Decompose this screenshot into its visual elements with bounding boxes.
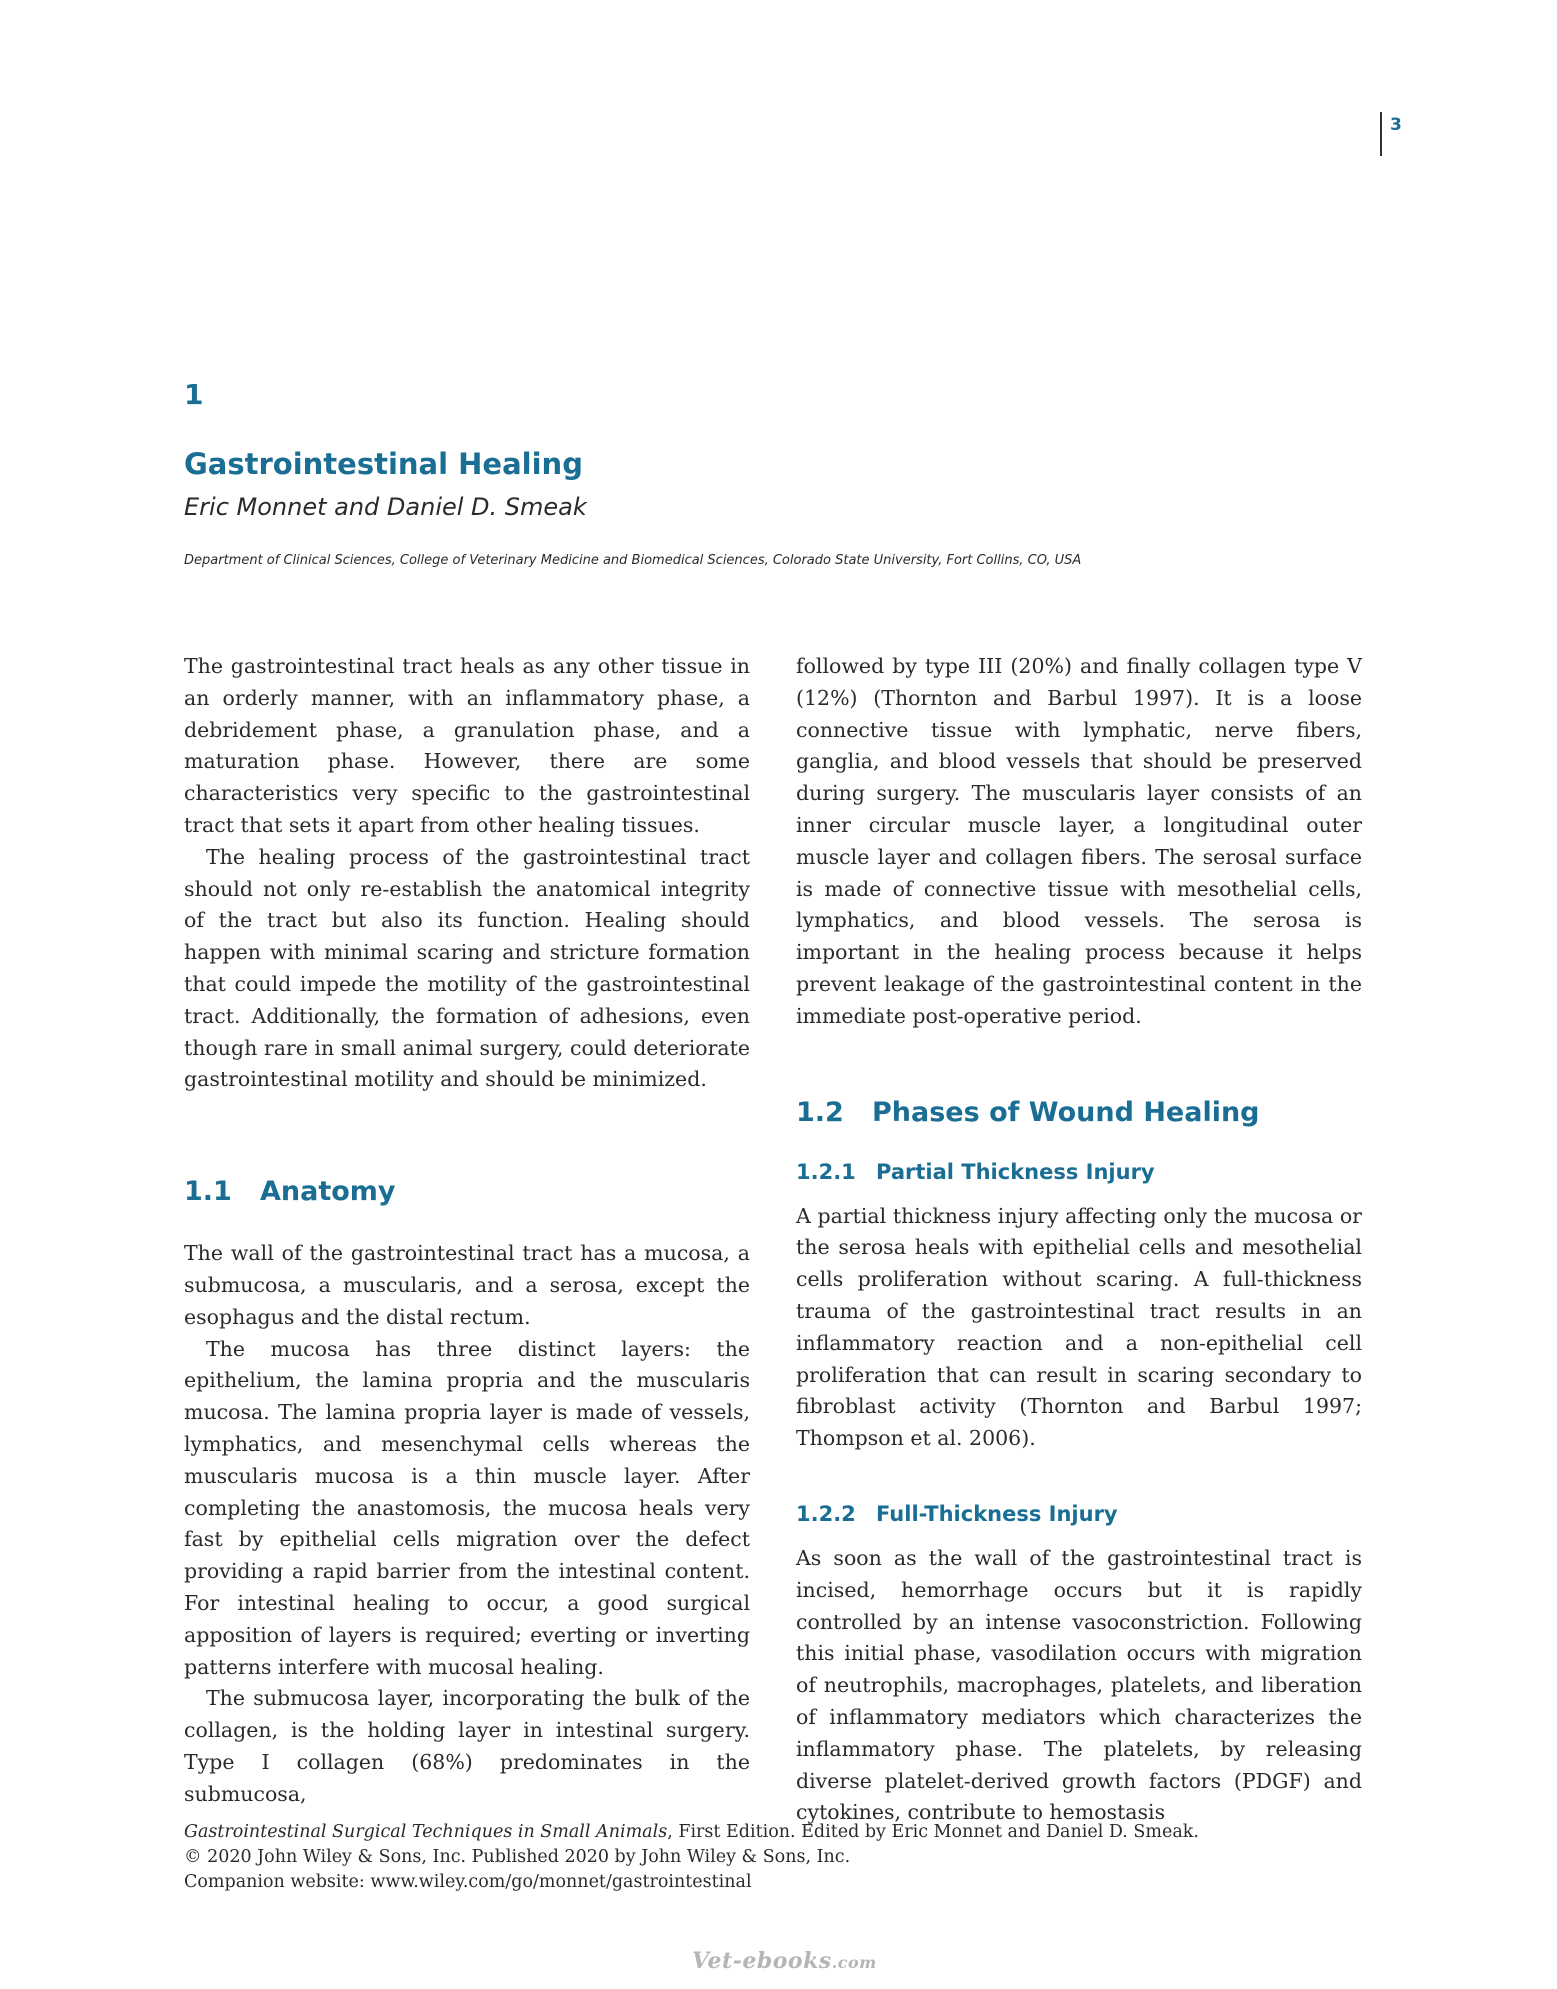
intro-paragraph-1: The gastrointestinal tract heals as any other tissue in an orderly manner, with an inflammatory phase, a debridement phase, a granulation phase, and a maturation phase. However, there are some characteristics very specific to the gastrointestinal tract that sets it apart from other healing tissues. xyxy=(184,654,750,837)
subsection-number: 1.2.2 xyxy=(796,1501,856,1526)
section-heading-phases xyxy=(796,1095,1362,1131)
page-number: 3 xyxy=(1380,112,1402,156)
section-title: Phases of Wound Healing xyxy=(872,1096,1260,1128)
section-heading-anatomy xyxy=(184,1174,750,1210)
footer-companion-website: Companion website: www.wiley.com/go/monnet/gastrointestinal xyxy=(184,1872,752,1892)
footer-citation xyxy=(184,1820,1199,1895)
book-title: Gastrointestinal Surgical Techniques in Small Animals xyxy=(184,1822,668,1842)
subsection-title: Partial Thickness Injury xyxy=(876,1159,1155,1184)
subsection-number: 1.2.1 xyxy=(796,1159,856,1184)
right-column xyxy=(796,651,1362,1829)
section-title: Anatomy xyxy=(260,1176,396,1208)
subsection-heading-full-thickness xyxy=(796,1499,1362,1529)
chapter-authors: Eric Monnet and Daniel D. Smeak xyxy=(184,493,587,521)
author-affiliation: Department of Clinical Sciences, College of Veterinary Medicine and Biomedical Sciences, Colorado State University, Fort Collins, CO, USA xyxy=(184,553,1082,568)
chapter-number: 1 xyxy=(184,378,204,411)
subsection-title: Full-Thickness Injury xyxy=(876,1501,1118,1526)
intro-paragraph-2: The healing process of the gastrointestinal tract should not only re-establish the anatomical integrity of the tract but also its function. Healing should happen with minimal scaring and stricture formation that could impede the motility of the gastrointestinal tract. Additionally, the formation of adhesions, even though rare in small animal surgery, could deteriorate gastrointestinal motility and should be minimized. xyxy=(184,844,750,1092)
watermark-domain: .com xyxy=(831,1953,877,1972)
chapter-title: Gastrointestinal Healing xyxy=(184,447,583,481)
anatomy-paragraph-3: The submucosa layer, incorporating the bulk of the collagen, is the holding layer in intestinal surgery. Type I collagen (68%) predominates in the submucosa, xyxy=(184,1686,750,1806)
watermark-name: Vet-ebooks xyxy=(692,1948,832,1974)
partial-thickness-paragraph: A partial thickness injury affecting only the mucosa or the serosa heals with epithelial cells and mesothelial cells proliferation without scaring. A full-thickness trauma of the gastrointestinal tract results in an inflammatory reaction and a non-epithelial cell proliferation that can result in scaring secondary to fibroblast activity (Thornton and Barbul 1997; Thompson et al. 2006). xyxy=(796,1203,1362,1451)
edition-text: , First Edition. Edited by Eric Monnet and Daniel D. Smeak. xyxy=(667,1822,1199,1842)
subsection-heading-partial-thickness xyxy=(796,1157,1362,1187)
section-number: 1.1 xyxy=(184,1176,232,1208)
left-column xyxy=(184,651,750,1811)
footer-copyright: © 2020 John Wiley & Sons, Inc. Published 2020 by John Wiley & Sons, Inc. xyxy=(184,1847,851,1867)
section-number: 1.2 xyxy=(796,1096,844,1128)
anatomy-continuation-paragraph: followed by type III (20%) and finally collagen type V (12%) (Thornton and Barbul 1997). It is a loose connective tissue with lymphatic, nerve fibers, ganglia, and blood vessels that should be preserved during surgery. The muscularis layer consists of an inner circular muscle layer, a longitudinal outer muscle layer and collagen fibers. The serosal surface is made of connective tissue with mesothelial cells, lymphatics, and blood vessels. The serosa is important in the healing process because it helps prevent leakage of the gastrointestinal content in the immediate post-operative period. xyxy=(796,654,1362,1028)
full-thickness-paragraph: As soon as the wall of the gastrointestinal tract is incised, hemorrhage occurs but it is rapidly controlled by an intense vasoconstriction. Following this initial phase, vasodilation occurs with migration of neutrophils, macrophages, platelets, and liberation of inflammatory mediators which characterizes the inflammatory phase. The platelets, by releasing diverse platelet-derived growth factors (PDGF) and cytokines, contribute to hemostasis xyxy=(796,1545,1362,1825)
anatomy-paragraph-1: The wall of the gastrointestinal tract has a mucosa, a submucosa, a muscularis, and a serosa, except the esophagus and the distal rectum. xyxy=(184,1241,750,1329)
watermark-logo xyxy=(692,1948,877,1974)
anatomy-paragraph-2: The mucosa has three distinct layers: the epithelium, the lamina propria and the muscularis mucosa. The lamina propria layer is made of vessels, lymphatics, and mesenchymal cells whereas the muscularis mucosa is a thin muscle layer. After completing the anastomosis, the mucosa heals very fast by epithelial cells migration over the defect providing a rapid barrier from the intestinal content. For intestinal healing to occur, a good surgical apposition of layers is required; everting or inverting patterns interfere with mucosal healing. xyxy=(184,1336,750,1679)
footer-edition-line xyxy=(184,1820,1199,1845)
